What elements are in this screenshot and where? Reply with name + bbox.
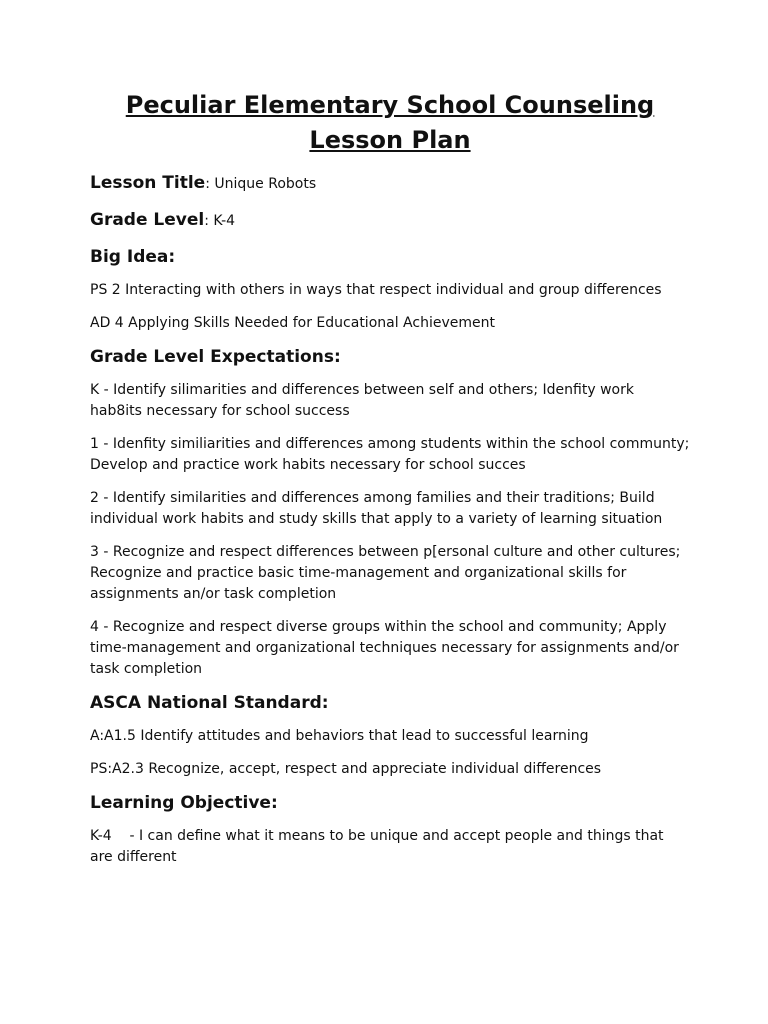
document-page [90, 88, 690, 880]
lesson-title-field [90, 172, 690, 195]
title-line-2: Lesson Plan [309, 126, 471, 154]
gle-item: K - Identify silimarities and differences between self and others; Idenfity work hab8its necessary for school success [90, 382, 634, 419]
gle-item: 1 - Idenfity similiarities and differences among students within the school communty; Develop and practice work habits necessary for school succes [90, 436, 690, 473]
document-title [90, 88, 690, 158]
grade-level-label: Grade Level [90, 210, 205, 230]
asca-heading: ASCA National Standard: [90, 693, 329, 713]
gle-item: 2 - Identify similarities and differences among families and their traditions; Build individual work habits and study skills that apply to a variety of learning situation [90, 490, 663, 527]
asca-item: A:A1.5 Identify attitudes and behaviors that lead to successful learning [90, 728, 589, 744]
title-line-1: Peculiar Elementary School Counseling [125, 91, 655, 119]
big-idea-heading: Big Idea: [90, 247, 176, 267]
big-idea-item: PS 2 Interacting with others in ways that respect individual and group differences [90, 282, 662, 298]
big-idea-item: AD 4 Applying Skills Needed for Educational Achievement [90, 315, 495, 331]
objective-item: K-4 - I can define what it means to be unique and accept people and things that are different [90, 828, 668, 865]
asca-item: PS:A2.3 Recognize, accept, respect and appreciate individual differences [90, 761, 602, 777]
objective-heading: Learning Objective: [90, 793, 278, 813]
gle-item: 4 - Recognize and respect diverse groups within the school and community; Apply time-management and organizational techniques necessary for assignments and/or task completion [90, 619, 679, 677]
grade-level-field [90, 209, 690, 232]
lesson-title-value: : Unique Robots [205, 176, 317, 192]
gle-item: 3 - Recognize and respect differences between p[ersonal culture and other cultures; Recognize and practice basic time-management and organizational skills for assignments an/or task completion [90, 544, 681, 602]
grade-level-value: : K-4 [204, 213, 236, 229]
lesson-title-label: Lesson Title [90, 173, 206, 193]
gle-heading: Grade Level Expectations: [90, 347, 341, 367]
